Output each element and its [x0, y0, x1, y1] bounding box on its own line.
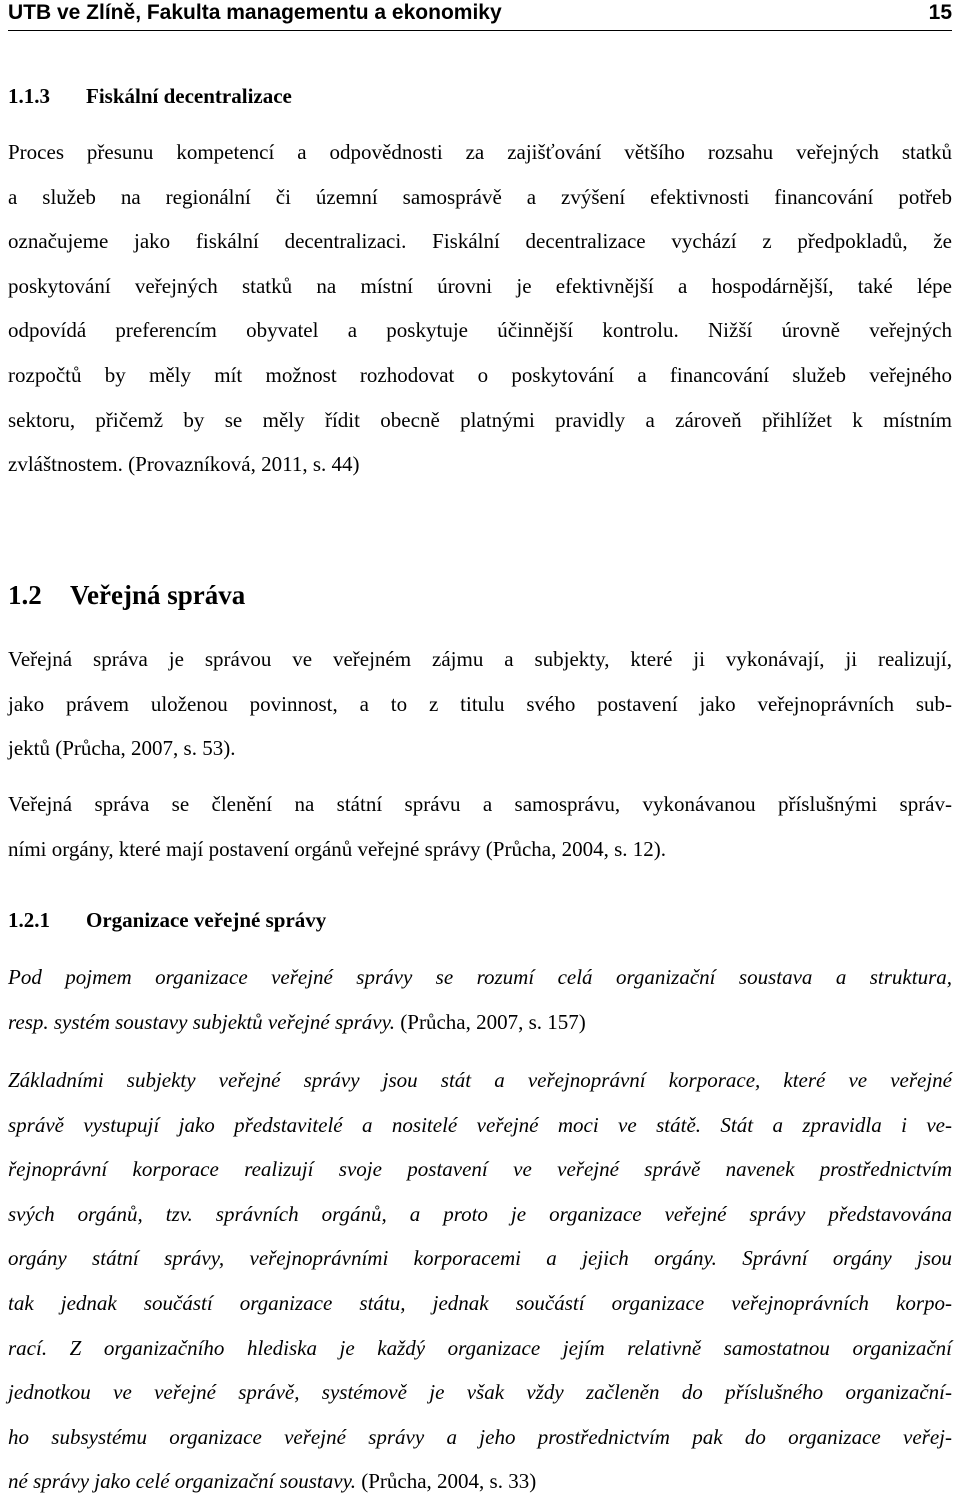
text-line: jako právem uloženou povinnost, a to z titulu svého postavení jako veřejnoprávních sub-: [8, 691, 952, 716]
text-line: Proces přesunu kompetencí a odpovědnosti za zajišťování většího rozsahu veřejných statků: [8, 140, 952, 164]
italic-text: resp. systém soustavy subjektů veřejné správy.: [8, 1009, 396, 1034]
text-line: Veřejná správa se členění na státní správu a samosprávu, vykonávanou příslušnými správ-: [8, 792, 952, 816]
paragraph-public-administration-2: [8, 782, 952, 871]
text-line: [8, 1459, 952, 1504]
italic-text: né správy jako celé organizační soustavy.: [8, 1469, 356, 1494]
text-line: ho subsystému organizace veřejné správy a jeho prostřednictvím pak do organizace veřej-: [8, 1424, 952, 1449]
text-line: označujeme jako fiskální decentralizaci. Fiskální decentralizace vychází z předpokladů, že: [8, 229, 952, 254]
text-line: rací. Z organizačního hlediska je každý organizace jejím relativně samostatnou organizační: [8, 1335, 952, 1360]
text-line: správě vystupují jako představitelé a nositelé veřejné moci ve státě. Stát a zpravidla i ve-: [8, 1112, 952, 1137]
citation: (Průcha, 2004, s. 33): [355, 1469, 537, 1494]
text-line: orgány státní správy, veřejnoprávními korporacemi a jejich orgány. Správní orgány jsou: [8, 1246, 952, 1271]
section-number: 1.2: [8, 580, 42, 610]
text-line: rozpočtů by měly mít možnost rozhodovat o poskytování a financování služeb veřejného: [8, 362, 952, 387]
citation: (Průcha, 2007, s. 157): [395, 1009, 586, 1034]
paragraph-organization-2: [8, 1058, 952, 1504]
text-line: řejnoprávní korporace realizují svoje postavení ve veřejné správě navenek prostřednictvím: [8, 1157, 952, 1182]
section-title: Fiskální decentralizace: [86, 84, 292, 108]
section-title: Organizace veřejné správy: [86, 908, 327, 932]
section-heading-1-2-1: [8, 906, 326, 934]
section-title: Veřejná správa: [70, 580, 246, 610]
text-line: Veřejná správa je správou ve veřejném zájmu a subjekty, které ji vykonávají, ji realizují,: [8, 647, 952, 671]
text-line: svých orgánů, tzv. správních orgánů, a proto je organizace veřejné správy představována: [8, 1201, 952, 1226]
section-heading-1-2: [8, 578, 245, 612]
text-line: jektů (Průcha, 2007, s. 53).: [8, 736, 236, 761]
text-line: poskytování veřejných statků na místní úrovni je efektivnější a hospodárnější, také lépe: [8, 273, 952, 298]
paragraph-fiscal-decentralization: [8, 130, 952, 487]
section-number: 1.2.1: [8, 908, 50, 932]
text-line: sektoru, přičemž by se měly řídit obecně platnými pravidly a zároveň přihlížet k místním: [8, 407, 952, 432]
text-line: ními orgány, které mají postavení orgánů veřejné správy (Průcha, 2004, s. 12).: [8, 836, 667, 861]
paragraph-organization-1: [8, 955, 952, 1044]
section-number: 1.1.3: [8, 84, 50, 108]
text-line: jednotkou ve veřejné správě, systémově je však vždy začleněn do příslušného organizační-: [8, 1380, 952, 1405]
text-line: Základními subjekty veřejné správy jsou stát a veřejnoprávní korporace, které ve veřejné: [8, 1068, 952, 1092]
page-number: 15: [928, 1, 952, 24]
text-line: a služeb na regionální či územní samosprávě a zvýšení efektivnosti financování potřeb: [8, 184, 952, 209]
text-line: Pod pojmem organizace veřejné správy se rozumí celá organizační soustava a struktura,: [8, 965, 952, 989]
page-header: [8, 0, 952, 31]
paragraph-public-administration-1: [8, 637, 952, 771]
text-line: [8, 1000, 952, 1045]
text-line: zvláštnostem. (Provazníková, 2011, s. 44): [8, 452, 360, 477]
section-heading-1-1-3: [8, 82, 292, 110]
text-line: odpovídá preferencím obyvatel a poskytuje účinnější kontrolu. Nižší úrovně veřejných: [8, 318, 952, 343]
text-line: tak jednak součástí organizace státu, jednak součástí organizace veřejnoprávních korpo-: [8, 1290, 952, 1315]
header-title: UTB ve Zlíně, Fakulta managementu a ekonomiky: [8, 1, 502, 24]
